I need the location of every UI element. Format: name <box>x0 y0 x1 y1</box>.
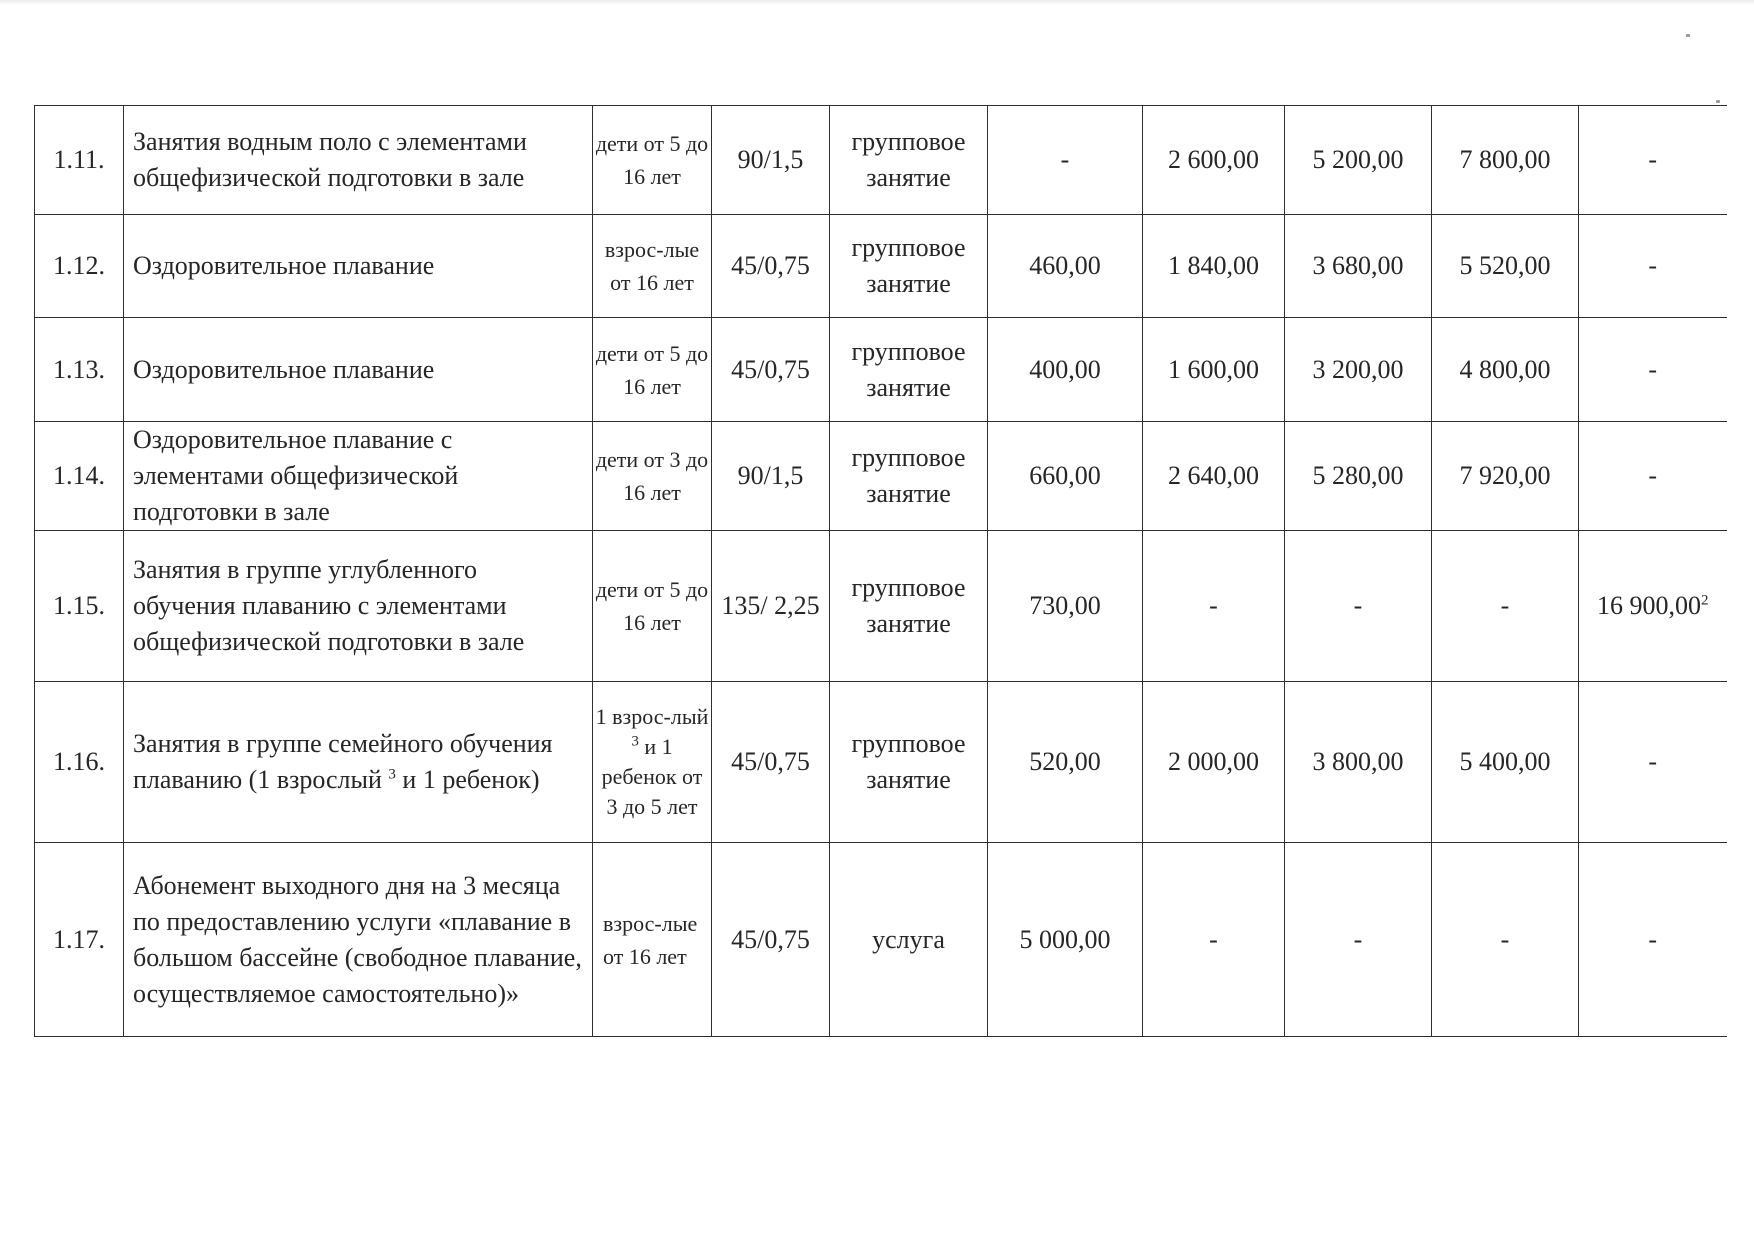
table-row <box>35 215 1727 318</box>
table-row <box>35 682 1727 843</box>
scan-speck <box>1716 100 1720 103</box>
scan-speck <box>1686 34 1690 37</box>
row-number: 1.11. <box>35 106 124 215</box>
price-5: - <box>1579 422 1727 531</box>
price-5: - <box>1579 682 1727 843</box>
age-category: взрос-лые от 16 лет <box>593 843 712 1037</box>
price-1: 520,00 <box>988 682 1143 843</box>
age-category: дети от 5 до 16 лет <box>593 106 712 215</box>
duration: 45/0,75 <box>712 682 830 843</box>
price-5: - <box>1579 215 1727 318</box>
service-type: групповое занятие <box>830 318 988 422</box>
price-4: 5 520,00 <box>1432 215 1579 318</box>
price-2: 1 600,00 <box>1143 318 1285 422</box>
service-type: групповое занятие <box>830 106 988 215</box>
row-number: 1.17. <box>35 843 124 1037</box>
service-type: групповое занятие <box>830 422 988 531</box>
table-row <box>35 843 1727 1037</box>
price-3: 3 200,00 <box>1285 318 1432 422</box>
service-type: групповое занятие <box>830 682 988 843</box>
service-name-tail: и 1 ребенок) <box>402 765 540 794</box>
age-category: дети от 5 до 16 лет <box>593 531 712 682</box>
price-3: 5 200,00 <box>1285 106 1432 215</box>
price-5-value: 16 900,00 <box>1597 591 1701 620</box>
price-4: 5 400,00 <box>1432 682 1579 843</box>
price-5: - <box>1579 106 1727 215</box>
row-number: 1.13. <box>35 318 124 422</box>
age-category: дети от 3 до 16 лет <box>593 422 712 531</box>
age-category <box>593 682 712 843</box>
price-3: - <box>1285 531 1432 682</box>
service-name: Занятия в группе углубленного обучения плаванию с элементами общефизической подготовки в зале <box>124 531 593 682</box>
footnote-marker: 2 <box>1701 592 1709 609</box>
age-category-tail: и 1 ребенок от 3 до 5 лет <box>601 734 703 819</box>
table-row <box>35 106 1727 215</box>
price-1: 660,00 <box>988 422 1143 531</box>
duration: 90/1,5 <box>712 106 830 215</box>
row-number: 1.16. <box>35 682 124 843</box>
price-2: - <box>1143 531 1285 682</box>
duration: 45/0,75 <box>712 215 830 318</box>
price-1: - <box>988 106 1143 215</box>
duration: 45/0,75 <box>712 318 830 422</box>
price-4: - <box>1432 531 1579 682</box>
service-name-text: Занятия в группе семейного обучения плаванию (1 взрослый <box>133 729 553 794</box>
price-1: 730,00 <box>988 531 1143 682</box>
table-row <box>35 422 1727 531</box>
price-3: 3 800,00 <box>1285 682 1432 843</box>
price-3: 3 680,00 <box>1285 215 1432 318</box>
row-number: 1.12. <box>35 215 124 318</box>
service-name: Оздоровительное плавание <box>124 215 593 318</box>
duration: 90/1,5 <box>712 422 830 531</box>
service-name: Абонемент выходного дня на 3 месяца по предоставлению услуги «плавание в большом бассейне (свободное плавание, осуществляемое самостоятельно)» <box>124 843 593 1037</box>
price-4: - <box>1432 843 1579 1037</box>
duration: 45/0,75 <box>712 843 830 1037</box>
age-category: дети от 5 до 16 лет <box>593 318 712 422</box>
price-1: 5 000,00 <box>988 843 1143 1037</box>
age-category-text: 1 взрос-лый <box>595 704 709 729</box>
service-type: групповое занятие <box>830 215 988 318</box>
price-1: 400,00 <box>988 318 1143 422</box>
price-5: - <box>1579 843 1727 1037</box>
price-2: 2 600,00 <box>1143 106 1285 215</box>
table-row <box>35 318 1727 422</box>
price-4: 4 800,00 <box>1432 318 1579 422</box>
price-5 <box>1579 531 1727 682</box>
service-name: Оздоровительное плавание с элементами общефизической подготовки в зале <box>124 422 593 531</box>
age-category: взрос-лые от 16 лет <box>593 215 712 318</box>
footnote-marker: 3 <box>388 766 396 783</box>
price-4: 7 800,00 <box>1432 106 1579 215</box>
price-5: - <box>1579 318 1727 422</box>
service-name <box>124 682 593 843</box>
price-2: - <box>1143 843 1285 1037</box>
price-2: 2 000,00 <box>1143 682 1285 843</box>
price-1: 460,00 <box>988 215 1143 318</box>
price-2: 2 640,00 <box>1143 422 1285 531</box>
price-table <box>34 105 1727 1037</box>
price-3: 5 280,00 <box>1285 422 1432 531</box>
duration: 135/ 2,25 <box>712 531 830 682</box>
row-number: 1.15. <box>35 531 124 682</box>
service-type: услуга <box>830 843 988 1037</box>
service-type: групповое занятие <box>830 531 988 682</box>
service-name: Оздоровительное плавание <box>124 318 593 422</box>
table-row <box>35 531 1727 682</box>
footnote-marker: 3 <box>631 733 639 750</box>
row-number: 1.14. <box>35 422 124 531</box>
price-4: 7 920,00 <box>1432 422 1579 531</box>
service-name: Занятия водным поло с элементами общефизической подготовки в зале <box>124 106 593 215</box>
price-3: - <box>1285 843 1432 1037</box>
price-2: 1 840,00 <box>1143 215 1285 318</box>
scan-edge <box>0 0 1754 5</box>
